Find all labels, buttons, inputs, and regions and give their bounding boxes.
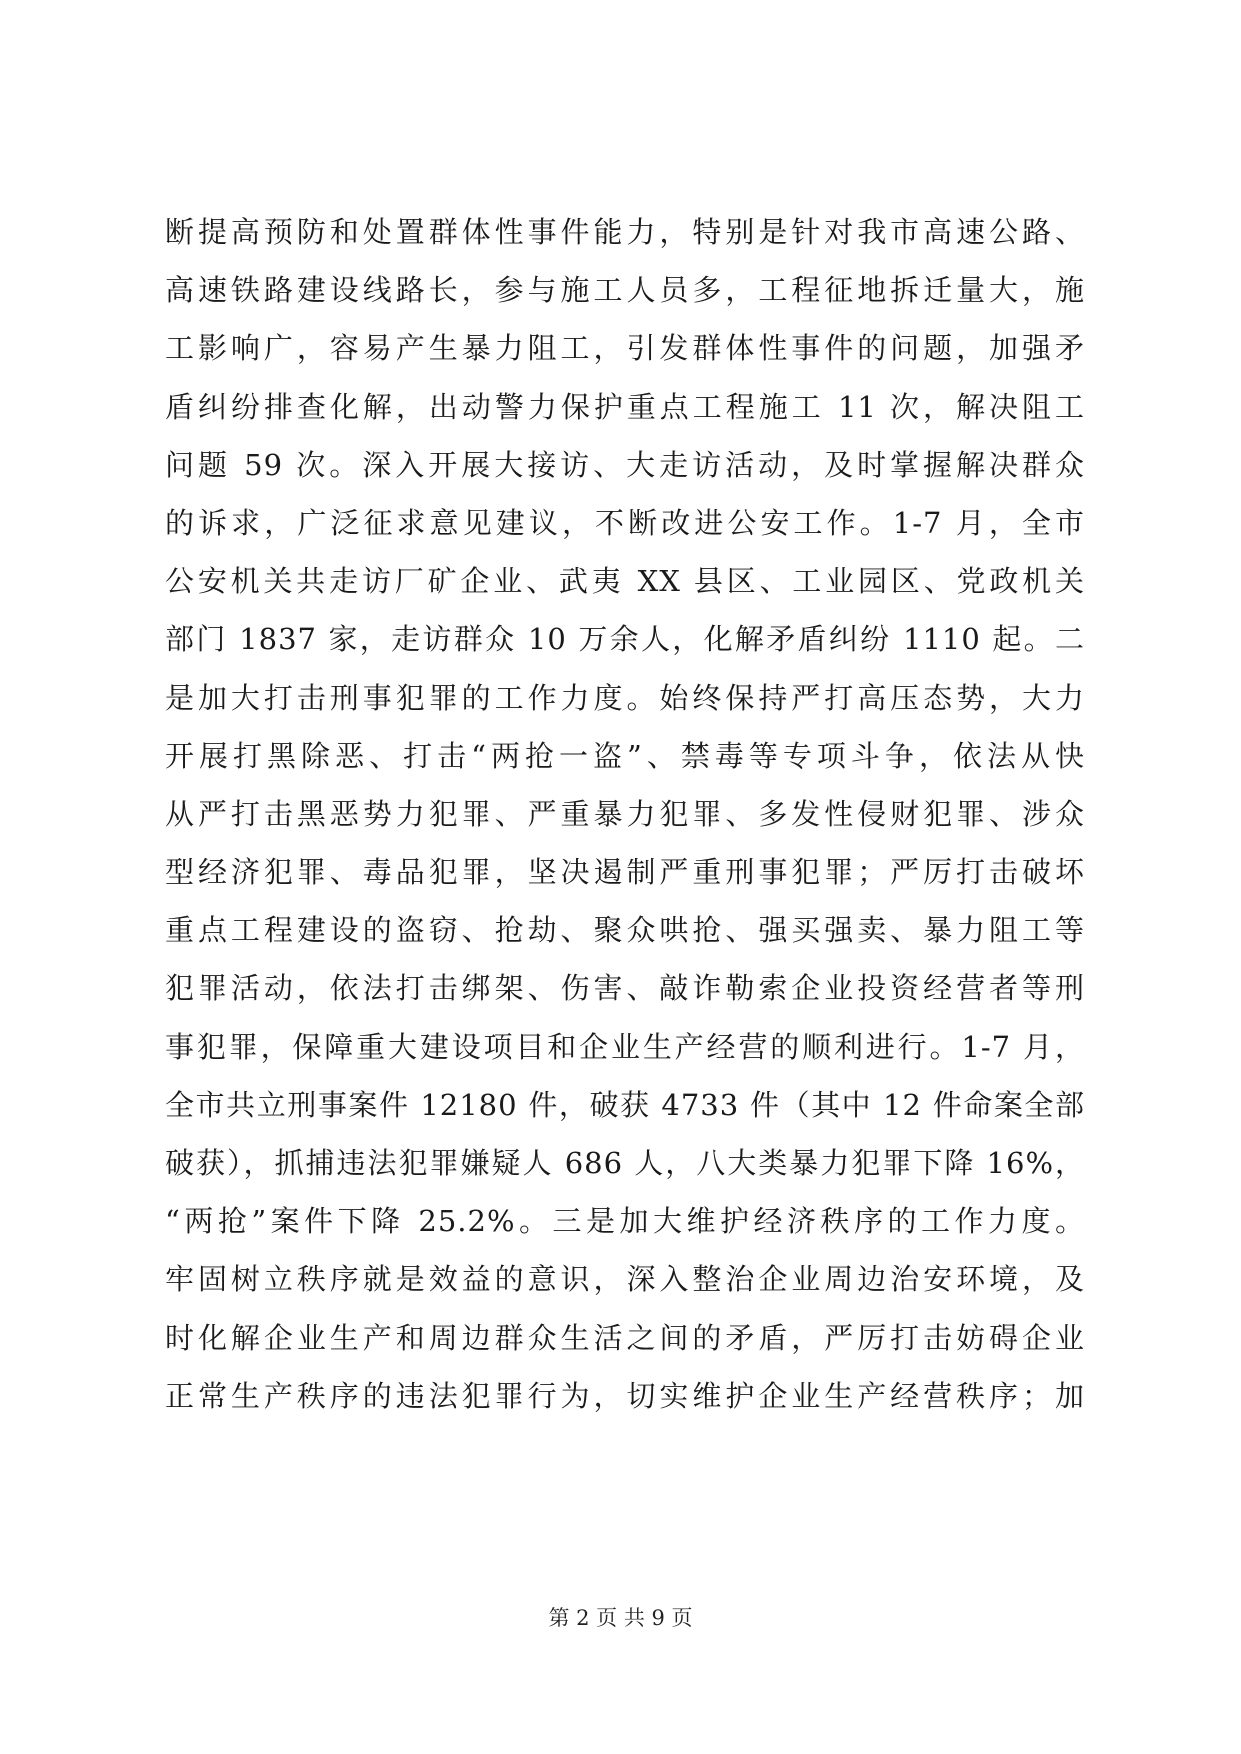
body-text bbox=[165, 203, 1085, 1425]
text-line: 从严打击黑恶势力犯罪、严重暴力犯罪、多发性侵财犯罪、涉众 bbox=[165, 796, 1085, 831]
text-line: 重点工程建设的盗窃、抢劫、聚众哄抢、强买强卖、暴力阻工等 bbox=[165, 913, 1085, 948]
text-line: 事犯罪，保障重大建设项目和企业生产经营的顺利进行。1-7 月， bbox=[165, 1029, 1085, 1064]
text-line: 犯罪活动，依法打击绑架、伤害、敲诈勒索企业投资经营者等刑 bbox=[165, 971, 1085, 1006]
text-line: 盾纠纷排查化解，出动警力保护重点工程施工 11 次，解决阻工 bbox=[165, 389, 1085, 424]
text-line: 的诉求，广泛征求意见建议，不断改进公安工作。1-7 月，全市 bbox=[165, 505, 1085, 540]
text-line: 开展打黑除恶、打击“两抢一盗”、禁毒等专项斗争，依法从快 bbox=[165, 738, 1085, 773]
text-line: 破获），抓捕违法犯罪嫌疑人 686 人，八大类暴力犯罪下降 16%， bbox=[165, 1146, 1085, 1180]
text-line: 型经济犯罪、毒品犯罪，坚决遏制严重刑事犯罪；严厉打击破坏 bbox=[165, 855, 1085, 890]
text-line: 正常生产秩序的违法犯罪行为，切实维护企业生产经营秩序；加 bbox=[165, 1378, 1085, 1413]
text-line: 断提高预防和处置群体性事件能力，特别是针对我市高速公路、 bbox=[165, 215, 1085, 249]
text-line: 问题 59 次。深入开展大接访、大走访活动，及时掌握解决群众 bbox=[165, 447, 1085, 482]
text-line: 时化解企业生产和周边群众生活之间的矛盾，严厉打击妨碍企业 bbox=[165, 1320, 1085, 1355]
text-line: 工影响广，容易产生暴力阻工，引发群体性事件的问题，加强矛 bbox=[165, 331, 1085, 366]
text-line: 高速铁路建设线路长，参与施工人员多，工程征地拆迁量大，施 bbox=[165, 273, 1085, 308]
text-line: “两抢”案件下降 25.2%。三是加大维护经济秩序的工作力度。 bbox=[165, 1204, 1085, 1239]
text-line: 公安机关共走访厂矿企业、武夷 XX 县区、工业园区、党政机关 bbox=[165, 564, 1085, 599]
text-line: 全市共立刑事案件 12180 件，破获 4733 件（其中 12 件命案全部 bbox=[165, 1087, 1085, 1122]
text-line: 牢固树立秩序就是效益的意识，深入整治企业周边治安环境，及 bbox=[165, 1262, 1085, 1297]
text-line: 是加大打击刑事犯罪的工作力度。始终保持严打高压态势，大力 bbox=[165, 680, 1085, 715]
page-number-footer: 第 2 页 共 9 页 bbox=[548, 1606, 693, 1630]
text-line: 部门 1837 家，走访群众 10 万余人，化解矛盾纠纷 1110 起。二 bbox=[165, 622, 1085, 657]
